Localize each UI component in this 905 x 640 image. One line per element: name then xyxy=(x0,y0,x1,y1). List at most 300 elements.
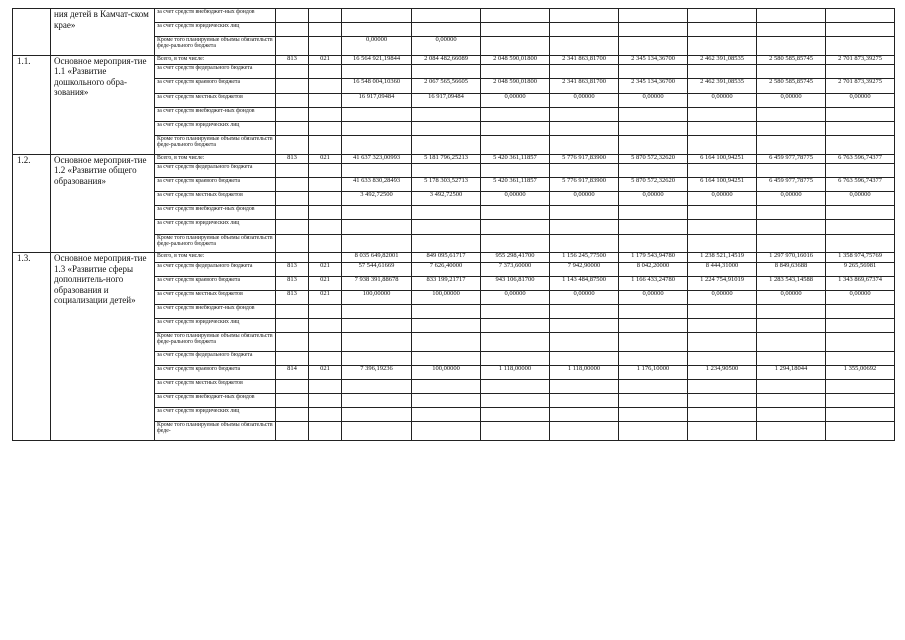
amount-cell: 5 420 361,11857 xyxy=(481,154,550,163)
amount-cell xyxy=(757,408,826,422)
amount-cell xyxy=(342,220,412,234)
code-gp xyxy=(309,9,342,23)
amount-cell xyxy=(481,394,550,408)
amount-cell xyxy=(826,333,895,352)
funding-source: за счет средств юридических лиц xyxy=(155,23,276,37)
amount-cell: 955 298,41700 xyxy=(481,253,550,262)
amount-cell xyxy=(757,380,826,394)
amount-cell xyxy=(481,107,550,121)
amount-cell: 1 283 543,14588 xyxy=(757,276,826,290)
amount-cell: 1 343 869,67374 xyxy=(826,276,895,290)
amount-cell xyxy=(481,37,550,56)
code-grbs xyxy=(276,333,309,352)
amount-cell: 8 042,20000 xyxy=(619,262,688,276)
code-grbs xyxy=(276,9,309,23)
funding-source: за счет средств федерального бюджета xyxy=(155,65,276,79)
amount-cell xyxy=(688,37,757,56)
amount-cell: 5 420 361,11857 xyxy=(481,178,550,192)
code-grbs xyxy=(276,164,309,178)
code-grbs xyxy=(276,135,309,154)
amount-cell: 0,00000 xyxy=(481,290,550,304)
amount-cell: 0,00000 xyxy=(481,192,550,206)
amount-cell xyxy=(688,135,757,154)
amount-cell xyxy=(826,121,895,135)
funding-source: за счет средств местных бюджетов xyxy=(155,93,276,107)
amount-cell: 0,00000 xyxy=(688,192,757,206)
amount-cell xyxy=(688,220,757,234)
amount-cell xyxy=(688,121,757,135)
amount-cell xyxy=(550,135,619,154)
code-grbs xyxy=(276,408,309,422)
amount-cell xyxy=(757,220,826,234)
amount-cell xyxy=(619,351,688,365)
amount-cell xyxy=(757,23,826,37)
amount-cell: 0,00000 xyxy=(826,192,895,206)
amount-cell xyxy=(550,121,619,135)
code-grbs xyxy=(276,253,309,262)
amount-cell: 2 067 565,56605 xyxy=(412,79,481,93)
amount-cell: 7 626,40000 xyxy=(412,262,481,276)
amount-cell: 0,00000 xyxy=(688,93,757,107)
code-gp: 021 xyxy=(309,154,342,163)
funding-source: за счет средств внебюджет-ных фондов xyxy=(155,394,276,408)
amount-cell xyxy=(757,107,826,121)
amount-cell: 1 238 521,14519 xyxy=(688,253,757,262)
amount-cell xyxy=(342,65,412,79)
amount-cell xyxy=(826,304,895,318)
amount-cell xyxy=(481,9,550,23)
amount-cell xyxy=(342,380,412,394)
amount-cell xyxy=(826,9,895,23)
amount-cell xyxy=(619,220,688,234)
amount-cell xyxy=(688,351,757,365)
amount-cell: 0,00000 xyxy=(342,37,412,56)
code-grbs: 814 xyxy=(276,366,309,380)
code-gp: 021 xyxy=(309,366,342,380)
table-row xyxy=(13,253,895,262)
funding-source: за счет средств внебюджет-ных фондов xyxy=(155,206,276,220)
amount-cell: 2 048 590,01800 xyxy=(481,79,550,93)
amount-cell xyxy=(550,164,619,178)
amount-cell: 16 564 921,19844 xyxy=(342,55,412,64)
amount-cell: 2 701 873,39275 xyxy=(826,55,895,64)
amount-cell xyxy=(481,333,550,352)
amount-cell xyxy=(481,220,550,234)
amount-cell xyxy=(342,121,412,135)
code-grbs xyxy=(276,37,309,56)
table-row xyxy=(13,154,895,163)
amount-cell: 1 294,18044 xyxy=(757,366,826,380)
amount-cell xyxy=(826,107,895,121)
amount-cell xyxy=(688,206,757,220)
amount-cell xyxy=(826,135,895,154)
amount-cell xyxy=(826,394,895,408)
amount-cell xyxy=(481,351,550,365)
amount-cell xyxy=(481,234,550,253)
amount-cell xyxy=(481,121,550,135)
amount-cell: 2 084 482,66089 xyxy=(412,55,481,64)
amount-cell xyxy=(412,23,481,37)
amount-cell xyxy=(481,206,550,220)
amount-cell xyxy=(826,206,895,220)
amount-cell xyxy=(481,23,550,37)
amount-cell: 6 763 596,74377 xyxy=(826,178,895,192)
amount-cell xyxy=(550,380,619,394)
amount-cell xyxy=(619,234,688,253)
section-number: 1.1. xyxy=(13,55,51,154)
funding-source: за счет средств краевого бюджета xyxy=(155,366,276,380)
code-grbs xyxy=(276,23,309,37)
amount-cell xyxy=(342,351,412,365)
amount-cell: 0,00000 xyxy=(412,37,481,56)
funding-source: за счет средств краевого бюджета xyxy=(155,276,276,290)
amount-cell xyxy=(550,220,619,234)
amount-cell xyxy=(619,23,688,37)
amount-cell xyxy=(619,394,688,408)
amount-cell xyxy=(550,319,619,333)
funding-source: за счет средств федерального бюджета xyxy=(155,262,276,276)
amount-cell xyxy=(412,164,481,178)
amount-cell xyxy=(619,206,688,220)
code-grbs xyxy=(276,304,309,318)
amount-cell: 8 444,31000 xyxy=(688,262,757,276)
amount-cell: 16 917,09484 xyxy=(342,93,412,107)
amount-cell: 1 297 970,16016 xyxy=(757,253,826,262)
code-gp xyxy=(309,93,342,107)
amount-cell: 833 199,21717 xyxy=(412,276,481,290)
section-number xyxy=(13,9,51,56)
amount-cell xyxy=(688,304,757,318)
section-number: 1.3. xyxy=(13,253,51,441)
amount-cell: 100,00000 xyxy=(412,366,481,380)
amount-cell xyxy=(342,234,412,253)
amount-cell xyxy=(688,394,757,408)
amount-cell xyxy=(688,107,757,121)
code-gp xyxy=(309,408,342,422)
amount-cell xyxy=(481,319,550,333)
amount-cell xyxy=(412,65,481,79)
amount-cell: 2 341 863,81700 xyxy=(550,79,619,93)
amount-cell xyxy=(342,422,412,441)
amount-cell: 8 849,63688 xyxy=(757,262,826,276)
amount-cell xyxy=(688,319,757,333)
amount-cell: 0,00000 xyxy=(826,290,895,304)
amount-cell xyxy=(688,234,757,253)
amount-cell: 1 179 543,94780 xyxy=(619,253,688,262)
code-gp xyxy=(309,253,342,262)
code-gp xyxy=(309,220,342,234)
amount-cell: 849 095,61717 xyxy=(412,253,481,262)
code-gp xyxy=(309,351,342,365)
code-gp xyxy=(309,37,342,56)
funding-source: Кроме того планируемые объемы обязательств феде-рального бюджета xyxy=(155,135,276,154)
amount-cell: 5 178 303,52713 xyxy=(412,178,481,192)
code-gp xyxy=(309,164,342,178)
amount-cell xyxy=(342,9,412,23)
amount-cell xyxy=(757,304,826,318)
amount-cell xyxy=(826,319,895,333)
funding-source: Кроме того планируемые объемы обязательств феде-рального бюджета xyxy=(155,234,276,253)
amount-cell: 5 776 917,83900 xyxy=(550,178,619,192)
amount-cell: 6 164 100,94251 xyxy=(688,178,757,192)
amount-cell xyxy=(619,408,688,422)
document-page xyxy=(12,8,895,441)
amount-cell xyxy=(412,220,481,234)
amount-cell: 1 166 433,24780 xyxy=(619,276,688,290)
amount-cell xyxy=(757,37,826,56)
budget-table xyxy=(12,8,895,441)
amount-cell: 2 462 391,08535 xyxy=(688,55,757,64)
amount-cell: 943 106,81700 xyxy=(481,276,550,290)
amount-cell: 8 035 649,82001 xyxy=(342,253,412,262)
amount-cell xyxy=(826,408,895,422)
amount-cell xyxy=(481,380,550,394)
amount-cell xyxy=(688,23,757,37)
amount-cell xyxy=(481,65,550,79)
code-grbs xyxy=(276,93,309,107)
amount-cell xyxy=(412,107,481,121)
amount-cell: 57 544,61669 xyxy=(342,262,412,276)
code-grbs xyxy=(276,121,309,135)
amount-cell xyxy=(757,65,826,79)
amount-cell: 1 224 754,91019 xyxy=(688,276,757,290)
code-gp: 021 xyxy=(309,276,342,290)
section-title: Основное мероприя-тие 1.3 «Развитие сферы дополнитель-ного образования и социализации детей» xyxy=(51,253,155,441)
amount-cell xyxy=(688,422,757,441)
amount-cell: 0,00000 xyxy=(619,290,688,304)
amount-cell xyxy=(550,37,619,56)
amount-cell xyxy=(342,107,412,121)
amount-cell: 6 459 977,78775 xyxy=(757,178,826,192)
amount-cell xyxy=(412,422,481,441)
amount-cell: 0,00000 xyxy=(757,93,826,107)
funding-source: Всего, в том числе: xyxy=(155,55,276,64)
amount-cell: 1 118,00000 xyxy=(481,366,550,380)
code-gp xyxy=(309,192,342,206)
amount-cell xyxy=(550,422,619,441)
amount-cell xyxy=(412,234,481,253)
funding-source: Всего, в том числе: xyxy=(155,253,276,262)
amount-cell xyxy=(757,394,826,408)
code-gp: 021 xyxy=(309,290,342,304)
amount-cell xyxy=(757,319,826,333)
amount-cell: 1 234,90500 xyxy=(688,366,757,380)
amount-cell: 9 265,56981 xyxy=(826,262,895,276)
code-grbs: 813 xyxy=(276,276,309,290)
amount-cell xyxy=(550,234,619,253)
amount-cell xyxy=(757,164,826,178)
amount-cell: 2 341 863,81700 xyxy=(550,55,619,64)
table-row xyxy=(13,55,895,64)
amount-cell xyxy=(550,333,619,352)
amount-cell: 0,00000 xyxy=(550,290,619,304)
amount-cell xyxy=(619,380,688,394)
amount-cell xyxy=(412,121,481,135)
amount-cell xyxy=(412,380,481,394)
amount-cell xyxy=(619,37,688,56)
amount-cell xyxy=(412,319,481,333)
amount-cell xyxy=(412,351,481,365)
table-row xyxy=(13,9,895,23)
amount-cell xyxy=(757,422,826,441)
amount-cell xyxy=(757,9,826,23)
amount-cell: 100,00000 xyxy=(412,290,481,304)
funding-source: за счет средств внебюджет-ных фондов xyxy=(155,9,276,23)
amount-cell: 0,00000 xyxy=(550,93,619,107)
section-number: 1.2. xyxy=(13,154,51,253)
amount-cell xyxy=(688,9,757,23)
code-grbs xyxy=(276,234,309,253)
amount-cell: 0,00000 xyxy=(757,192,826,206)
amount-cell: 1 355,00692 xyxy=(826,366,895,380)
amount-cell: 2 345 134,36700 xyxy=(619,55,688,64)
amount-cell: 1 156 245,77500 xyxy=(550,253,619,262)
amount-cell xyxy=(342,394,412,408)
funding-source: за счет средств юридических лиц xyxy=(155,121,276,135)
amount-cell xyxy=(412,333,481,352)
code-grbs xyxy=(276,394,309,408)
funding-source: за счет средств местных бюджетов xyxy=(155,192,276,206)
amount-cell xyxy=(619,304,688,318)
section-title: Основное мероприя-тие 1.2 «Развитие общего образования» xyxy=(51,154,155,253)
amount-cell: 3 492,72500 xyxy=(412,192,481,206)
amount-cell: 1 118,00000 xyxy=(550,366,619,380)
amount-cell: 5 181 796,25213 xyxy=(412,154,481,163)
amount-cell xyxy=(688,333,757,352)
amount-cell xyxy=(757,351,826,365)
code-gp: 021 xyxy=(309,55,342,64)
code-grbs xyxy=(276,351,309,365)
amount-cell xyxy=(342,408,412,422)
amount-cell xyxy=(757,135,826,154)
code-grbs: 813 xyxy=(276,55,309,64)
code-grbs xyxy=(276,65,309,79)
amount-cell xyxy=(342,319,412,333)
code-grbs xyxy=(276,422,309,441)
amount-cell: 1 143 484,87500 xyxy=(550,276,619,290)
amount-cell: 2 345 134,36700 xyxy=(619,79,688,93)
funding-source: Кроме того планируемые объемы обязательств феде- xyxy=(155,422,276,441)
amount-cell xyxy=(757,121,826,135)
amount-cell xyxy=(688,164,757,178)
amount-cell: 0,00000 xyxy=(688,290,757,304)
amount-cell xyxy=(619,422,688,441)
code-grbs xyxy=(276,107,309,121)
code-gp xyxy=(309,422,342,441)
amount-cell xyxy=(342,23,412,37)
amount-cell: 2 580 585,85745 xyxy=(757,79,826,93)
amount-cell: 16 917,09484 xyxy=(412,93,481,107)
funding-source: за счет средств юридических лиц xyxy=(155,220,276,234)
amount-cell xyxy=(412,394,481,408)
amount-cell: 1 358 974,75769 xyxy=(826,253,895,262)
amount-cell xyxy=(688,65,757,79)
code-grbs xyxy=(276,192,309,206)
amount-cell xyxy=(481,135,550,154)
amount-cell: 2 701 873,39275 xyxy=(826,79,895,93)
amount-cell xyxy=(550,394,619,408)
amount-cell xyxy=(550,65,619,79)
amount-cell xyxy=(481,408,550,422)
code-gp xyxy=(309,380,342,394)
amount-cell: 0,00000 xyxy=(619,192,688,206)
funding-source: Кроме того планируемые объемы обязательств феде-рального бюджета xyxy=(155,333,276,352)
funding-source: за счет средств федерального бюджета xyxy=(155,164,276,178)
amount-cell xyxy=(826,422,895,441)
amount-cell: 7 373,60000 xyxy=(481,262,550,276)
section-title: ния детей в Камчат-ском крае» xyxy=(51,9,155,56)
amount-cell: 6 459 977,78775 xyxy=(757,154,826,163)
code-grbs xyxy=(276,319,309,333)
amount-cell: 0,00000 xyxy=(757,290,826,304)
code-grbs: 813 xyxy=(276,290,309,304)
amount-cell: 7 942,90000 xyxy=(550,262,619,276)
amount-cell: 6 164 100,94251 xyxy=(688,154,757,163)
code-gp xyxy=(309,206,342,220)
code-gp xyxy=(309,79,342,93)
amount-cell: 2 462 391,08535 xyxy=(688,79,757,93)
amount-cell xyxy=(550,351,619,365)
amount-cell xyxy=(550,206,619,220)
funding-source: за счет средств федерального бюджета xyxy=(155,351,276,365)
funding-source: Всего, в том числе: xyxy=(155,154,276,163)
amount-cell xyxy=(619,164,688,178)
amount-cell xyxy=(550,107,619,121)
amount-cell xyxy=(619,121,688,135)
amount-cell xyxy=(826,37,895,56)
amount-cell xyxy=(619,65,688,79)
amount-cell: 0,00000 xyxy=(619,93,688,107)
code-gp xyxy=(309,333,342,352)
code-grbs xyxy=(276,178,309,192)
section-title: Основное мероприя-тие 1.1 «Развитие дошкольного обра-зования» xyxy=(51,55,155,154)
amount-cell: 41 633 830,28493 xyxy=(342,178,412,192)
amount-cell xyxy=(412,135,481,154)
code-gp xyxy=(309,178,342,192)
amount-cell xyxy=(342,135,412,154)
amount-cell xyxy=(342,206,412,220)
amount-cell xyxy=(550,23,619,37)
amount-cell: 5 870 572,32620 xyxy=(619,154,688,163)
funding-source: за счет средств краевого бюджета xyxy=(155,178,276,192)
code-gp: 021 xyxy=(309,262,342,276)
amount-cell xyxy=(412,9,481,23)
funding-source: за счет средств местных бюджетов xyxy=(155,290,276,304)
amount-cell xyxy=(619,319,688,333)
code-gp xyxy=(309,394,342,408)
code-gp xyxy=(309,319,342,333)
amount-cell: 16 548 004,10360 xyxy=(342,79,412,93)
amount-cell xyxy=(619,107,688,121)
amount-cell: 2 580 585,85745 xyxy=(757,55,826,64)
amount-cell xyxy=(619,9,688,23)
code-gp xyxy=(309,304,342,318)
amount-cell: 0,00000 xyxy=(826,93,895,107)
code-grbs xyxy=(276,79,309,93)
funding-source: за счет средств внебюджет-ных фондов xyxy=(155,107,276,121)
funding-source: Кроме того планируемые объемы обязательств феде-рального бюджета xyxy=(155,37,276,56)
amount-cell xyxy=(826,65,895,79)
code-grbs xyxy=(276,220,309,234)
amount-cell xyxy=(550,408,619,422)
amount-cell xyxy=(412,206,481,220)
amount-cell xyxy=(550,304,619,318)
amount-cell xyxy=(342,164,412,178)
amount-cell: 5 870 572,32620 xyxy=(619,178,688,192)
amount-cell: 1 176,10000 xyxy=(619,366,688,380)
amount-cell: 0,00000 xyxy=(481,93,550,107)
amount-cell: 6 763 596,74377 xyxy=(826,154,895,163)
